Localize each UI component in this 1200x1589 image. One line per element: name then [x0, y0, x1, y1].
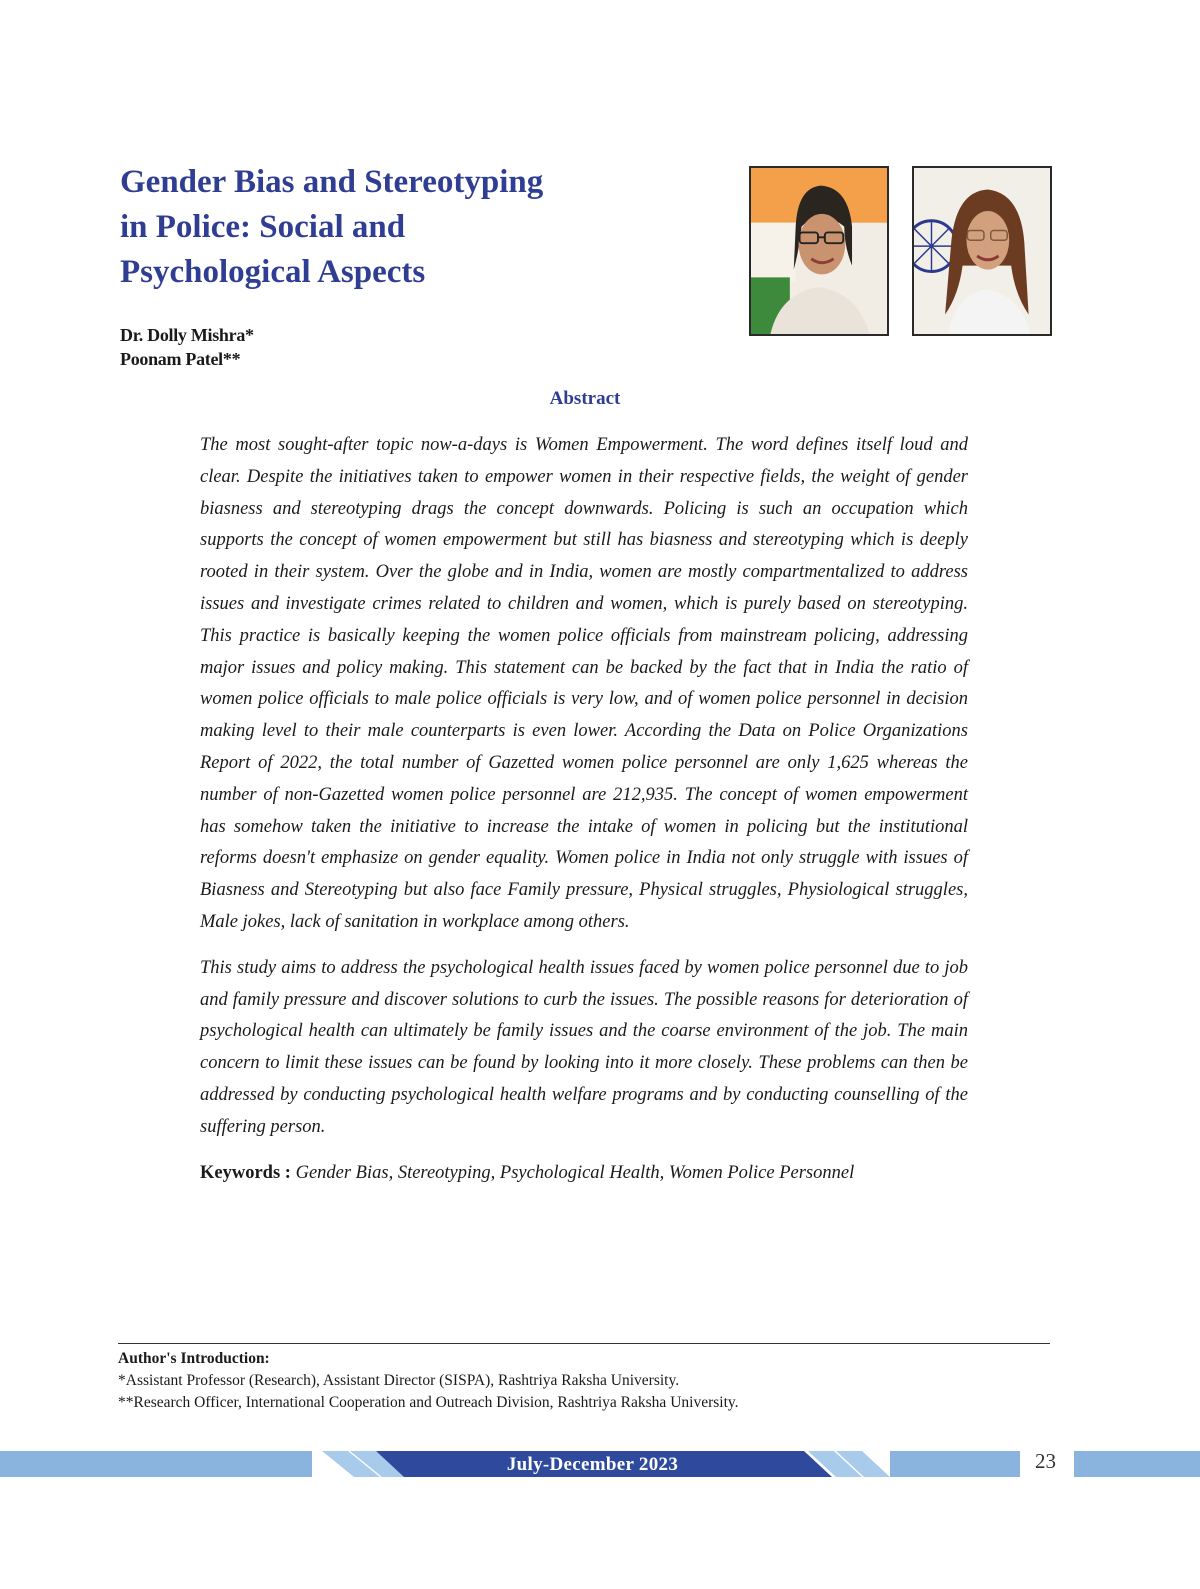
abstract-heading: Abstract: [549, 388, 621, 409]
abstract-paragraph: This study aims to address the psychological health issues faced by women police personnel due to job and family pressure and discover solutions to curb the issues. The possible reasons for deterioration of psychological health can ultimately be family issues and the coarse environment of the job. The main concern to limit these issues can be found by looking into it more closely. These problems can then be addressed by conducting psychological health welfare programs and by conducting counselling of the suffering person.: [200, 957, 968, 1137]
footnote-divider: [118, 1343, 1050, 1344]
keywords: [200, 1158, 968, 1190]
footnote-heading: Author's Introduction:: [118, 1350, 270, 1367]
article-title-line: Psychological Aspects: [120, 254, 426, 290]
footnote-item: **Research Officer, International Cooperation and Outreach Division, Rashtriya Raksha University.: [118, 1394, 739, 1411]
author-name: Poonam Patel**: [120, 349, 241, 369]
author-footnotes: [118, 1348, 739, 1414]
article-title-line: Gender Bias and Stereotyping: [120, 164, 544, 200]
footer-issue-date: July-December 2023: [506, 1454, 679, 1475]
page-number: 23: [1035, 1449, 1056, 1473]
author-name: Dr. Dolly Mishra*: [120, 325, 254, 345]
article-title: [120, 160, 640, 295]
keywords-list: Gender Bias, Stereotyping, Psychological Health, Women Police Personnel: [295, 1162, 855, 1183]
keywords-label: Keywords :: [200, 1162, 291, 1183]
abstract-paragraph: The most sought-after topic now-a-days is Women Empowerment. The word defines itself loud and clear. Despite the initiatives taken to empower women in their respective fields, the weight of gender biasness and stereotyping drags the concept downwards. Policing is such an occupation which supports the concept of women empowerment but still has biasness and stereotyping which is deeply rooted in their system. Over the globe and in India, women are mostly compartmentalized to address issues and investigate crimes related to children and women, which is purely based on stereotyping. This practice is basically keeping the women police officials from mainstream policing, addressing major issues and policy making. This statement can be backed by the fact that in India the ratio of women police officials to male police officials is very low, and of women police personnel in decision making level to their male counterparts is even lower. According the Data on Police Organizations Report of 2022, the total number of Gazetted women police personnel are only 1,625 whereas the number of non-Gazetted women police personnel are 212,935. The concept of women empowerment has somehow taken the initiative to increase the intake of women in policing but the institutional reforms doesn't emphasize on gender equality. Women police in India not only struggle with issues of Biasness and Stereotyping but also face Family pressure, Physical struggles, Physiological struggles, Male jokes, lack of sanitation in workplace among others.: [200, 435, 968, 932]
footnote-item: *Assistant Professor (Research), Assistant Director (SISPA), Rashtriya Raksha University.: [118, 1372, 680, 1389]
article-title-line: in Police: Social and: [120, 209, 406, 245]
author-photo-poonam-patel: [912, 166, 1052, 336]
author-list: [120, 323, 254, 371]
abstract-body: [200, 430, 968, 1203]
author-photo-dolly-mishra: [749, 166, 889, 336]
